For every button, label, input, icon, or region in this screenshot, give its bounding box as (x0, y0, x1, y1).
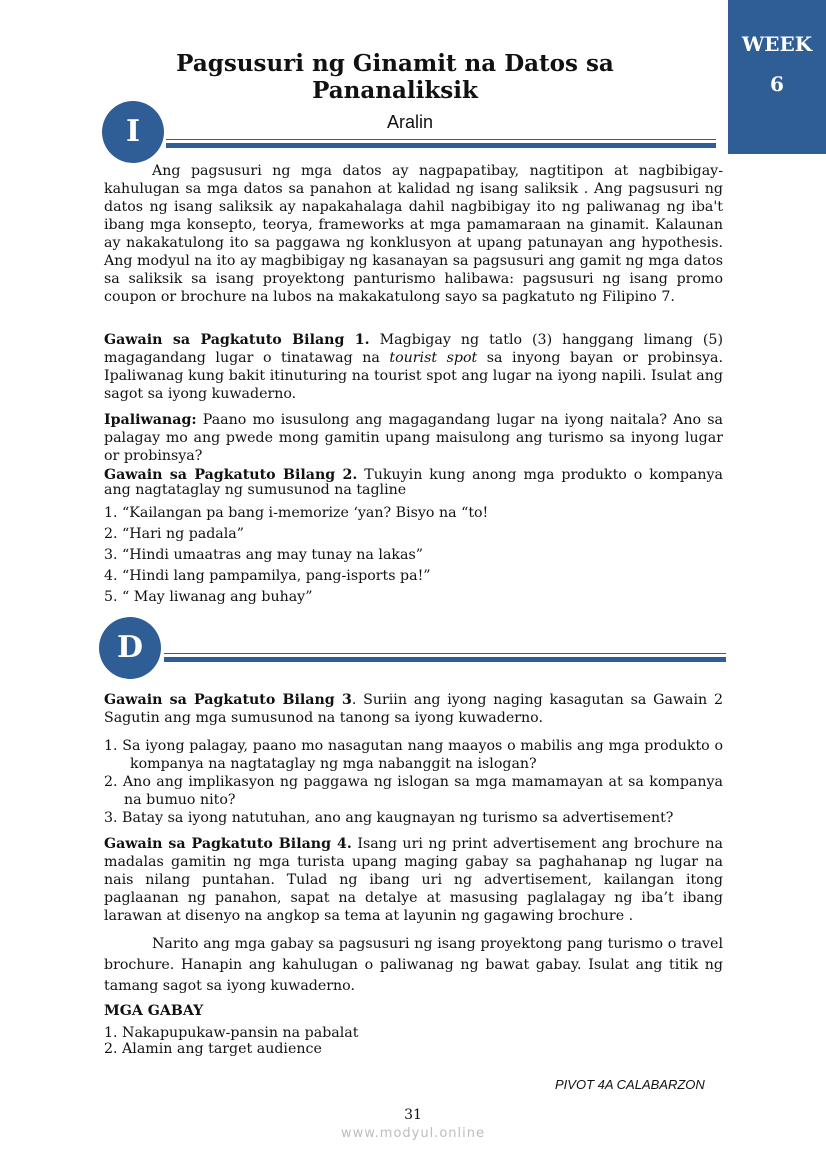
week-tab (728, 0, 826, 154)
section-d-badge: D (99, 617, 161, 679)
list-item: 2. Alamin ang target audience (104, 1041, 322, 1057)
tagline-list (104, 503, 723, 608)
watermark: www.modyul.online (340, 1126, 486, 1141)
ipaliwanag-text: Paano mo isusulong ang magagandang lugar na iyong naitala? Ano sa palagay mo ang pwede mong gamitin upang maisulong ang turismo sa inyong lugar or probinsya? (104, 412, 723, 464)
section-d-rule (164, 657, 726, 662)
gawain-3-label: Gawain sa Pagkatuto Bilang 3 (104, 692, 352, 708)
section-i-badge: I (102, 101, 164, 163)
question-3: 3. Batay sa iyong natutuhan, ano ang kaugnayan ng turismo sa advertisement? (104, 810, 674, 826)
gawain-2-label: Gawain sa Pagkatuto Bilang 2. (104, 467, 358, 483)
week-number: 6 (770, 72, 784, 96)
page-number: 31 (404, 1107, 422, 1123)
question-2: 2. Ano ang implikasyon ng paggawa ng islogan sa mga mamamayan at sa kompanya na bumuo nito? (104, 774, 723, 808)
gawain-4-label: Gawain sa Pagkatuto Bilang 4. (104, 836, 352, 852)
gabay-heading: MGA GABAY (104, 1003, 204, 1019)
section-i-rule-thin (166, 139, 716, 140)
gawain-1 (104, 331, 723, 403)
ipaliwanag-label: Ipaliwanag: (104, 412, 197, 428)
ipaliwanag (104, 411, 723, 465)
gawain-4 (104, 835, 723, 925)
gawain-3 (104, 691, 723, 727)
list-item: 5. “ May liwanag ang buhay” (104, 589, 313, 605)
gawain-2-text: Tukuyin kung anong mga produkto o kompanya ang nagtataglay ng sumusunod na tagline (104, 467, 723, 498)
gawain-1-text-b: sa inyong bayan or probinsya. Ipaliwanag kung bakit itinuturing na tourist spot ang lugar na iyong napili. Isulat ang sagot sa iyong kuwaderno. (104, 350, 723, 402)
page-title (150, 50, 640, 104)
question-1: 1. Sa iyong palagay, paano mo nasagutan nang maayos o mabilis ang mga produkto o kompanya na nagtataglay ng mga nabanggit na islogan? (104, 738, 723, 772)
gawain-2 (104, 468, 723, 498)
gawain-3-text: . Suriin ang iyong naging kasagutan sa Gawain 2 Sagutin ang mga sumusunod na tanong sa iyong kuwaderno. (104, 692, 723, 726)
list-item: 1. “Kailangan pa bang i-memorize ‘yan? Bisyo na “to! (104, 505, 489, 521)
title-line-1: Pagsusuri ng Ginamit na Datos sa (176, 50, 614, 77)
intro-paragraph: Ang pagsusuri ng mga datos ay nagpapatibay, nagtitipon at nagbibigay-kahulugan sa mga datos sa panahon at kalidad ng isang saliksik . Ang pagsusuri ng datos ng isang saliksik ay napakahalaga dahil nagbibigay ito ng paliwanag ng iba't ibang mga konsepto, teorya, frameworks at mga pamamaraan na ginamit. Kalaunan ay nakakatulong ito sa paggawa ng konklusyon at upang patunayan ang hypothesis. Ang modyul na ito ay magbibigay ng kasanayan sa pagsusuri ang gamit ng mga datos sa saliksik sa isang proyektong panturismo halibawa: pagsusuri ng isang promo coupon or brochure na lubos na makakatulong sayo sa pagkatuto ng Filipino 7. (104, 163, 723, 305)
week-label: WEEK (741, 32, 813, 56)
gawain-3-questions (104, 737, 723, 827)
list-item: 1. Nakapupukaw-pansin na pabalat (104, 1025, 359, 1041)
gawain-4-text: Isang uri ng print advertisement ang brochure na madalas gamitin ng mga turista upang maging gabay sa paghahanap ng lugar na nais nilang puntahan. Tulad ng ibang uri ng advertisement, kailangan itong paglaanan ng panahon, sapat na detalye at masusing paglalagay ng iba’t ibang larawan at disenyo na angkop sa tema at layunin ng gagawing brochure . (104, 836, 723, 924)
narito-paragraph: Narito ang mga gabay sa pagsusuri ng isang proyektong pang turismo o travel brochure. Hanapin ang kahulugan o paliwanag ng bawat gabay. Isulat ang titik ng tamang sagot sa iyong kuwaderno. (104, 936, 723, 994)
gabay-list (104, 1025, 723, 1057)
list-item: 2. “Hari ng padala” (104, 526, 245, 542)
section-d-rule-thin (164, 653, 726, 654)
gawain-1-emphasis: tourist spot (389, 350, 478, 366)
gawain-1-text-a: Magbigay ng tatlo (3) hanggang limang (5) magagandang lugar o tinatawag na (104, 332, 723, 366)
footer-region: PIVOT 4A CALABARZON (555, 1077, 705, 1092)
subtitle: Aralin (386, 112, 434, 132)
section-i-rule (166, 143, 716, 148)
list-item: 3. “Hindi umaatras ang may tunay na lakas” (104, 547, 423, 563)
gabay-section (104, 1002, 723, 1057)
title-line-2: Pananaliksik (312, 77, 478, 104)
list-item: 4. “Hindi lang pampamilya, pang-isports pa!” (104, 568, 431, 584)
gawain-1-label: Gawain sa Pagkatuto Bilang 1. (104, 332, 370, 348)
